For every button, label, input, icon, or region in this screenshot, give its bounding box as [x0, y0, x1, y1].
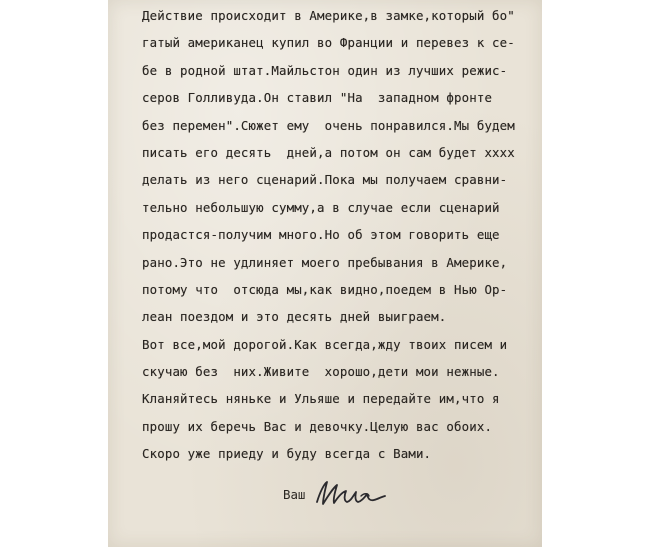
letter-line: продастся-получим много.Но об этом говорить еще	[142, 227, 500, 243]
letter-line: Действие происходит в Америке,в замке,который бо"	[142, 8, 515, 23]
closing-word: Ваш	[283, 486, 306, 502]
letter-line: писать его десять дней,а потом он сам будет xxxx	[142, 144, 515, 160]
letter-line: тельно небольшую сумму,а в случае если сценарий	[142, 199, 500, 215]
letter-line: без перемен".Сюжет ему очень понравился.Мы будем	[142, 117, 515, 133]
letter-line: Вот все,мой дорогой.Как всегда,жду твоих писем и	[142, 336, 508, 352]
letter-line: скучаю без них.Живите хорошо,дети мои нежные.	[142, 364, 500, 380]
letter-line: делать из него сценарий.Пока мы получаем сравни-	[142, 172, 508, 188]
letter-line: серов Голливуда.Он ставил "На западном фронте	[142, 90, 493, 106]
letter-line: Скоро уже приеду и буду всегда с Вами.	[142, 446, 432, 462]
letter-line: прошу их беречь Вас и девочку.Целую вас обоих.	[142, 418, 493, 434]
letter-line: потому что отсюда мы,как видно,поедем в Нью Ор-	[142, 281, 508, 297]
letter-body	[142, 2, 537, 468]
letter-line: бе в родной штат.Майльстон один из лучших режис-	[142, 62, 508, 78]
letter-line: рано.Это не удлиняет моего пребывания в Америке,	[142, 254, 508, 270]
closing-block	[283, 472, 391, 516]
letter-line: леан поездом и это десять дней выиграем.	[142, 309, 447, 325]
letter-page	[108, 0, 542, 547]
handwritten-signature	[311, 472, 391, 516]
letter-line: Кланяйтесь няньке и Ульяше и передайте им,что я	[142, 391, 500, 407]
letter-line: гатый американец купил во Франции и перевез к се-	[142, 35, 515, 51]
